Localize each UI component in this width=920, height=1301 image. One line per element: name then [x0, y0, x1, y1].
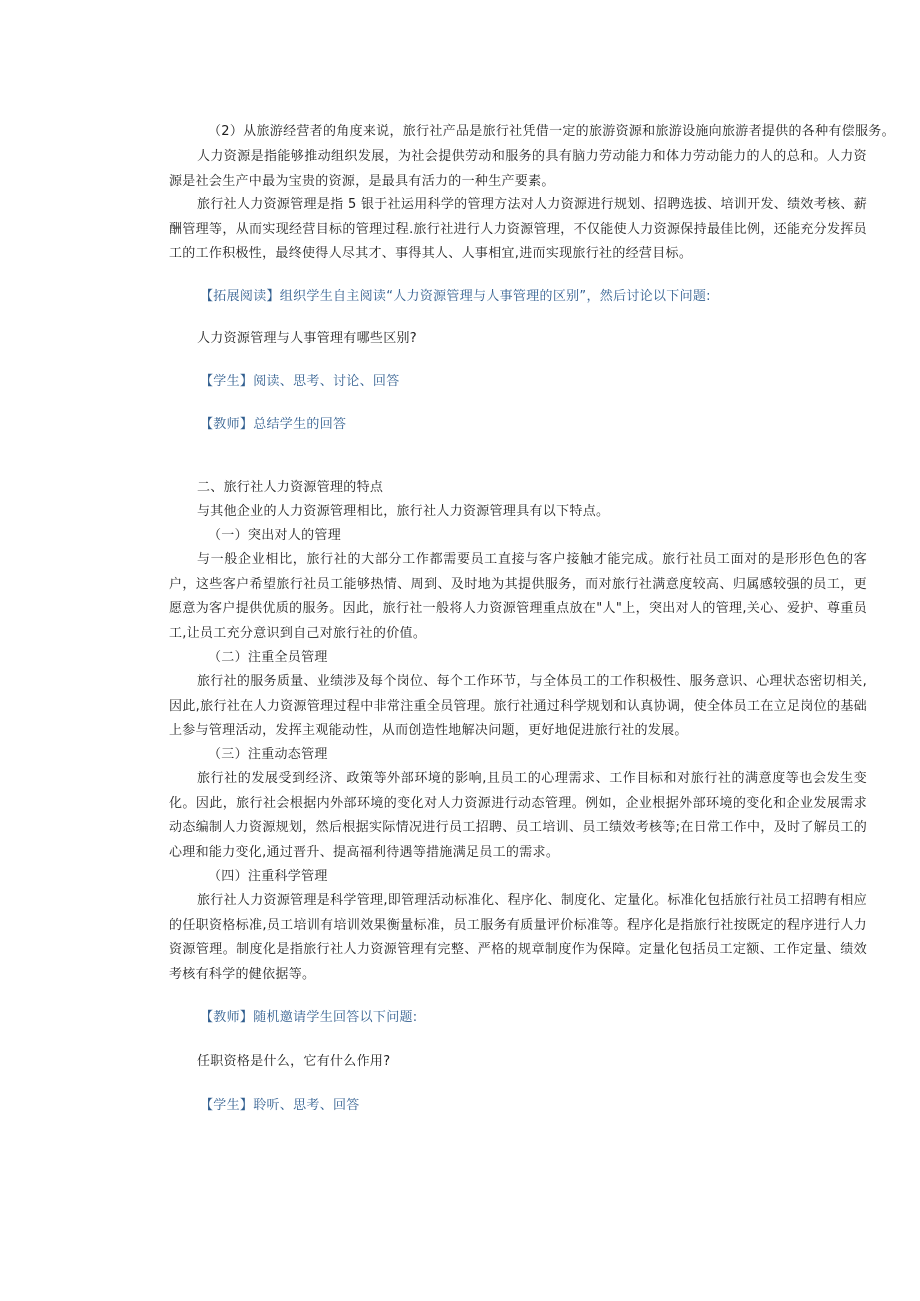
paragraph-all-staff-management: 旅行社的服务质量、业绩涉及每个岗位、每个工作环节，与全体员工的工作积极性、服务意识、心理状态密切相关,因此,旅行社在人力资源管理过程中非常注重全员管理。旅行社通过科学规划和认真协调，使全体员工在立足岗位的基础上参与管理活动，发挥主观能动性，从而创造性地解决问题，更好地促进旅行社的发展。 — [169, 674, 867, 738]
paragraph-hrm-definition: 旅行社人力资源管理是指 5 银于社运用科学的管理方法对人力资源进行规划、招聘选拔、培训开发、绩效考核、薪酬管理等，从而实现经营目标的管理过程.旅行社进行人力资源管理，不仅能使人力资源保持最佳比例，还能充分发挥员工的工作积极性，最终使得人尽其才、事得其人、人事相宜,进而实现旅行社的经营目标。 — [169, 197, 867, 261]
section-intro: 与其他企业的人力资源管理相比，旅行社人力资源管理具有以下特点。 — [197, 504, 610, 519]
teacher-activity-1: 【教师】总结学生的回答 — [200, 417, 347, 432]
subheading-all-staff-management: （二）注重全员管理 — [208, 650, 328, 665]
paragraph-human-resources-definition: 人力资源是指能够推动组织发展，为社会提供劳动和服务的具有脑力劳动能力和体力劳动能力的人的总和。人力资源是社会生产中最为宝贵的资源，是最具有活力的一种生产要素。 — [169, 149, 867, 189]
discussion-question-1: 人力资源管理与人事管理有哪些区别? — [197, 331, 417, 346]
discussion-question-2: 任职资格是什么，它有什么作用? — [197, 1054, 391, 1069]
student-activity-2: 【学生】聆听、思考、回答 — [200, 1098, 360, 1113]
subheading-dynamic-management: （三）注重动态管理 — [208, 747, 328, 762]
paragraph-scientific-management: 旅行社人力资源管理是科学管理,即管理活动标准化、程序化、制度化、定量化。标准化包括旅行社员工招聘有相应的任职资格标准,员工培训有培训效果衡量标准，员工服务有质量评价标准等。程序化是指旅行社按既定的程序进行人力资源管理。制度化是指旅行社人力资源管理有完整、严格的规章制度作为保障。定量化包括员工定额、工作定量、绩效考核有科学的健依据等。 — [169, 893, 867, 982]
subheading-scientific-management: （四）注重科学管理 — [208, 869, 328, 884]
section-heading: 二、旅行社人力资源管理的特点 — [197, 480, 384, 495]
paragraph-people-management: 与一般企业相比，旅行社的大部分工作都需要员工直接与客户接触才能完成。旅行社员工面对的是形形色色的客户，这些客户希望旅行社员工能够热情、周到、及时地为其提供服务，而对旅行社满意度较高、归属感较强的员工，更愿意为客户提供优质的服务。因此，旅行社一般将人力资源管理重点放在"人"上，突出对人的管理,关心、爱护、尊重员工,让员工充分意识到自己对旅行社的价值。 — [169, 552, 867, 641]
teacher-activity-2: 【教师】随机邀请学生回答以下问题: — [200, 1010, 418, 1025]
subheading-people-management: （一）突出对人的管理 — [208, 528, 342, 543]
paragraph-tourism-product: （2）从旅游经营者的角度来说，旅行社产品是旅行社凭借一定的旅游资源和旅游设施向旅游者提供的各种有偿服务。 — [208, 124, 895, 139]
student-activity-1: 【学生】阅读、思考、讨论、回答 — [200, 374, 400, 389]
paragraph-dynamic-management: 旅行社的发展受到经济、政策等外部环境的影响,且员工的心理需求、工作目标和对旅行社的满意度等也会发生变化。因此，旅行社会根据内外部环境的变化对人力资源进行动态管理。例如，企业根据外部环境的变化和企业发展需求动态编制人力资源规划，然后根据实际情况进行员工招聘、员工培训、员工绩效考核等;在日常工作中，及时了解员工的心理和能力变化,通过晋升、提高福利待遇等措施满足员工的需求。 — [169, 771, 867, 860]
extended-reading-prompt: 【拓展阅读】组织学生自主阅读“人力资源管理与人事管理的区别”，然后讨论以下问题: — [200, 289, 711, 304]
